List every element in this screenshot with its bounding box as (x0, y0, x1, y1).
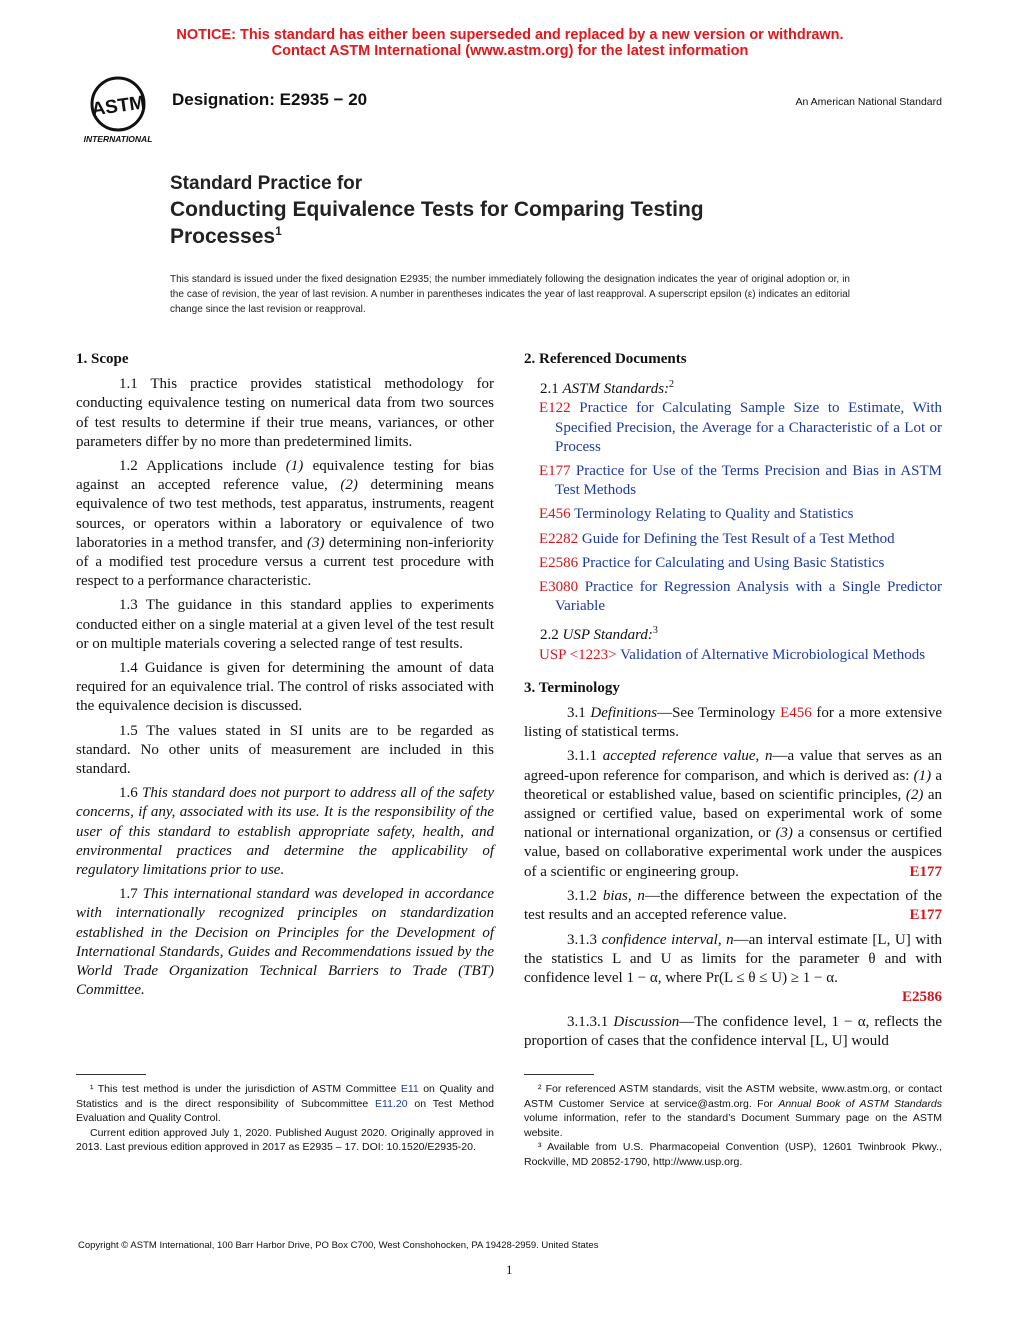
term-discussion: 3.1.3.1 Discussion—The confidence level, 1 − α, reflects the proportion of cases that the confidence interval [L, U] would (524, 1013, 942, 1049)
term-confidence-interval: 3.1.3 confidence interval, n—an interval estimate [L, U] with the statistics L and U as limits for the parameter θ and with confidence level 1 − α, where Pr(L ≤ θ ≤ U) ≥ 1 − α. (524, 931, 943, 987)
term-link-e456[interactable]: E456 (780, 705, 812, 722)
footnote-3: ³ Available from U.S. Pharmacopeial Convention (USP), 12601 Twinbrook Pkwy., Rockville, MD 20852-1790, http://www.usp.org. (524, 1141, 942, 1168)
footnote-link-e11[interactable]: E11 (400, 1083, 419, 1095)
scope-1-2: 1.2 Applications include (1) equivalence testing for bias against an accepted reference value, (2) determining means equivalence of two test methods, test apparatus, instruments, reagent sources, or operators within a laboratory or equivalence of two laboratories in a method transfer, and (3) determining non-inferiority of a modified test procedure versus a current test procedure with respect to a performance characteristic. (76, 458, 494, 590)
astm-logo (76, 74, 160, 146)
ref-e456[interactable]: E456 Terminology Relating to Quality and Statistics (539, 506, 854, 523)
footnote-1: ¹ This test method is under the jurisdiction of ASTM Committee E11 on Quality and Statistics and is the direct responsibility of Subcommittee E11.20 on Test Method Evaluation and Quality Control. Current edition approved July 1, 2020. Published August 2020. Originally approved in 2013. Last previous edition approved in 2017 as E2935 – 17. DOI: 10.1520/E2935-20. (76, 1083, 494, 1153)
ref-e122[interactable]: E122 Practice for Calculating Sample Size to Estimate, With Specified Precision, the Average for a Characteristic of a Lot or Process (539, 400, 942, 455)
footnote-rule-left (76, 1074, 146, 1075)
logo-text: ASTM (90, 92, 147, 121)
term-ref-e2586[interactable]: E2586 (901, 989, 942, 1006)
notice-line-2: Contact ASTM International (www.astm.org) for the latest information (271, 43, 749, 59)
page-number: 1 (506, 1262, 513, 1277)
ref-e177[interactable]: E177 Practice for Use of the Terms Precision and Bias in ASTM Test Methods (539, 463, 942, 499)
right-column (524, 350, 942, 1056)
astm-standards-label: 2.1 ASTM Standards:$^2$ (540, 379, 675, 398)
issuance-note: This standard is issued under the fixed designation E2935; the number immediately following the designation indicates the year of original adoption or, in the case of revision, the year of last revision. A number in parentheses indicates the year of last reapproval. A superscript epsilon (ε) indicates an editorial change since the last revision or reapproval. (170, 274, 850, 315)
copyright: Copyright © ASTM International, 100 Barr Harbor Drive, PO Box C700, West Conshohocken, PA 19428-2959. United States (78, 1240, 599, 1251)
footnote-2: ² For referenced ASTM standards, visit the ASTM website, www.astm.org, or contact ASTM Customer Service at service@astm.org. For Annual Book of ASTM Standards volume information, refer to the standard’s Document Summary page on the ASTM website. (524, 1083, 942, 1139)
refs-heading: 2. Referenced Documents (524, 351, 687, 367)
scope-1-6: 1.6 This standard does not purport to address all of the safety concerns, if any, associated with its use. It is the responsibility of the user of this standard to establish appropriate safety, health, and environmental practices and determine the applicability of regulatory limitations prior to use. (76, 785, 495, 879)
term-ref-e177-a[interactable]: E177 (909, 863, 942, 880)
usp-standard-label: 2.2 USP Standard:$^3$ (540, 625, 658, 644)
scope-1-4: 1.4 Guidance is given for determining the amount of data required for an equivalence trial. The control of risks associated with the equivalence decision is discussed. (76, 660, 494, 715)
scope-1-7: 1.7 This international standard was developed in accordance with internationally recognized principles on standardization established in the Decision on Principles for the Development of International Standards, Guides and Recommendations issued by the World Trade Organization Technical Barriers to Trade (TBT) Committee. (76, 886, 495, 999)
title-line-2: Conducting Equivalence Tests for Comparing Testing (170, 198, 704, 221)
terminology-heading: 3. Terminology (524, 679, 620, 696)
term-bias: 3.1.2 bias, n—the difference between the expectation of the test results and an accepted reference value. (524, 888, 943, 924)
title-footnote-mark: 1 (275, 224, 282, 238)
scope-1-3: 1.3 The guidance in this standard applies to experiments conducted either on a single material at a given level of the test result or on multiple materials covering a selected range of test results. (76, 597, 494, 652)
notice-line-1: NOTICE: This standard has either been superseded and replaced by a new version or withdrawn. (176, 27, 844, 43)
title-line-1: Standard Practice for (170, 173, 363, 194)
designation: Designation: E2935 − 20 (172, 90, 368, 109)
scope-heading: 1. Scope (76, 351, 129, 367)
footnotes-2-3 (524, 1082, 942, 1169)
ref-e2282[interactable]: E2282 Guide for Defining the Test Result of a Test Method (539, 530, 895, 547)
footnote-link-e11-20[interactable]: E11.20 (375, 1097, 408, 1110)
term-3-1: 3.1 Definitions—See Terminology E456 for a more extensive listing of statistical terms. (524, 705, 942, 741)
scope-1-1: 1.1 This practice provides statistical methodology for conducting equivalence testing on numerical data from two sources of test results to determine if their true means, variances, or other parameters differ by no more than predetermined limits. (76, 376, 494, 450)
scope-1-5: 1.5 The values stated in SI units are to be regarded as standard. No other units of measurement are included in this standard. (76, 722, 494, 778)
ref-e2586[interactable]: E2586 Practice for Calculating and Using Basic Statistics (539, 554, 885, 571)
term-ref-e177-b[interactable]: E177 (909, 907, 942, 924)
title-line-3: Processes$^1$ (170, 224, 282, 248)
footnote-rule-right (524, 1074, 594, 1075)
ref-e3080[interactable]: E3080 Practice for Regression Analysis with a Single Predictor Variable (539, 579, 942, 615)
ref-usp-1223[interactable]: USP <1223> Validation of Alternative Microbiological Methods (539, 646, 926, 663)
national-standard-label: An American National Standard (795, 96, 942, 108)
logo-subtext: INTERNATIONAL (83, 134, 153, 144)
term-accepted-reference-value: 3.1.1 accepted reference value, n—a value that serves as an agreed-upon reference for comparison, and which is derived as: (1) a theoretical or established value, based on scientific principles, (2) an assigned or certified value, based on experimental work of some national or international organization, or (3) a consensus or certified value, based on collaborative experimental work under the auspices of a scientific or engineering group. (524, 748, 943, 880)
scope-section (76, 350, 494, 1006)
